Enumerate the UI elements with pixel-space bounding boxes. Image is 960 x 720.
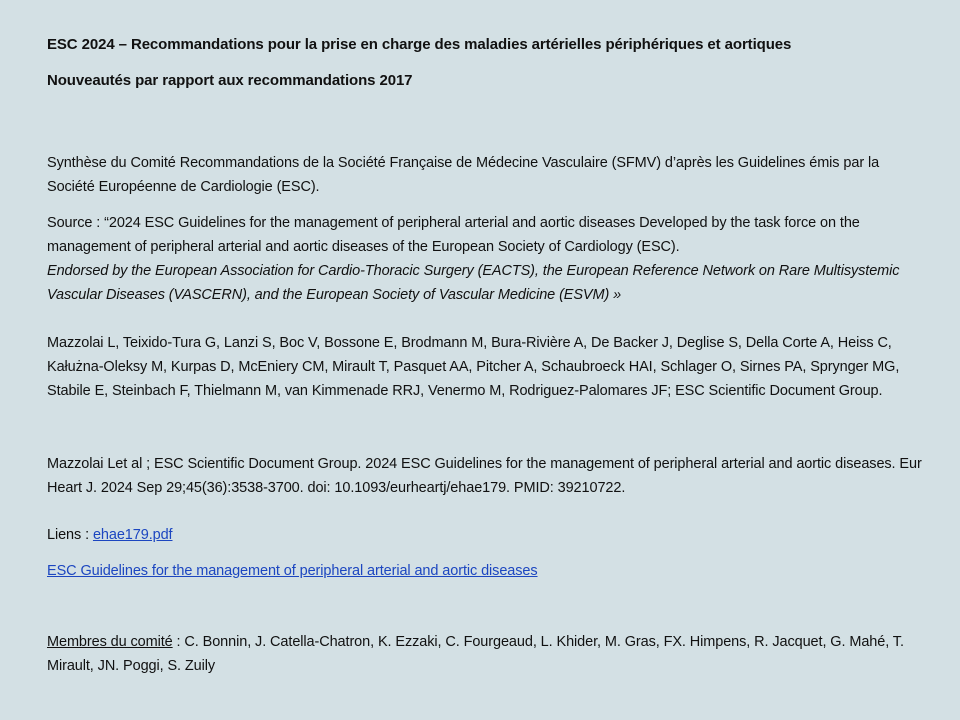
authors-paragraph: Mazzolai L, Teixido-Tura G, Lanzi S, Boc V, Bossone E, Brodmann M, Bura-Rivière A, De Backer J, Deglise S, Della Corte A, Heiss C, Kałużna-Oleksy M, Kurpas D, McEniery CM, Mirault T, Pasquet AA, Pitcher A, Schaubroeck HAI, Schlager O, Sirnes PA, Sprynger MG, Stabile E, Steinbach F, Thielmann M, van Kimmenade RRJ, Venermo M, Rodriguez-Palomares JF; ESC Scientific Document Group. — [47, 335, 900, 399]
page-title: ESC 2024 – Recommandations pour la prise en charge des maladies artérielles périphériques et aortiques — [47, 36, 792, 53]
links-label: Liens : — [47, 527, 93, 543]
source-text: Source : “2024 ESC Guidelines for the management of peripheral arterial and aortic diseases Developed by the task force on the management of peripheral arterial and aortic diseases of the European Society of Cardiology (ESC). — [47, 215, 860, 255]
citation-paragraph: Mazzolai Let al ; ESC Scientific Document Group. 2024 ESC Guidelines for the management of peripheral arterial and aortic diseases. Eur Heart J. 2024 Sep 29;45(36):3538-3700. doi: 10.1093/eurheartj/ehae179. PMID: 39210722. — [47, 456, 922, 496]
page-subtitle: Nouveautés par rapport aux recommandations 2017 — [47, 72, 413, 89]
guidelines-line — [47, 559, 927, 583]
committee-members: : C. Bonnin, J. Catella-Chatron, K. Ezzaki, C. Fourgeaud, L. Khider, M. Gras, FX. Himpens, R. Jacquet, G. Mahé, T. Mirault, JN. Poggi, S. Zuily — [47, 634, 904, 674]
source-endorsement: Endorsed by the European Association for Cardio-Thoracic Surgery (EACTS), the European Reference Network on Rare Multisystemic Vascular Diseases (VASCERN), and the European Society of Vascular Medicine (ESVM) » — [47, 263, 900, 303]
source-paragraph — [47, 211, 927, 307]
links-line — [47, 523, 927, 547]
synthesis-paragraph: Synthèse du Comité Recommandations de la Société Française de Médecine Vasculaire (SFMV) d’après les Guidelines émis par la Société Européenne de Cardiologie (ESC). — [47, 155, 880, 195]
guidelines-link[interactable]: ESC Guidelines for the management of peripheral arterial and aortic diseases — [47, 563, 538, 579]
committee-label: Membres du comité — [47, 634, 173, 650]
committee-paragraph — [47, 630, 927, 678]
pdf-link[interactable]: ehae179.pdf — [92, 527, 173, 543]
